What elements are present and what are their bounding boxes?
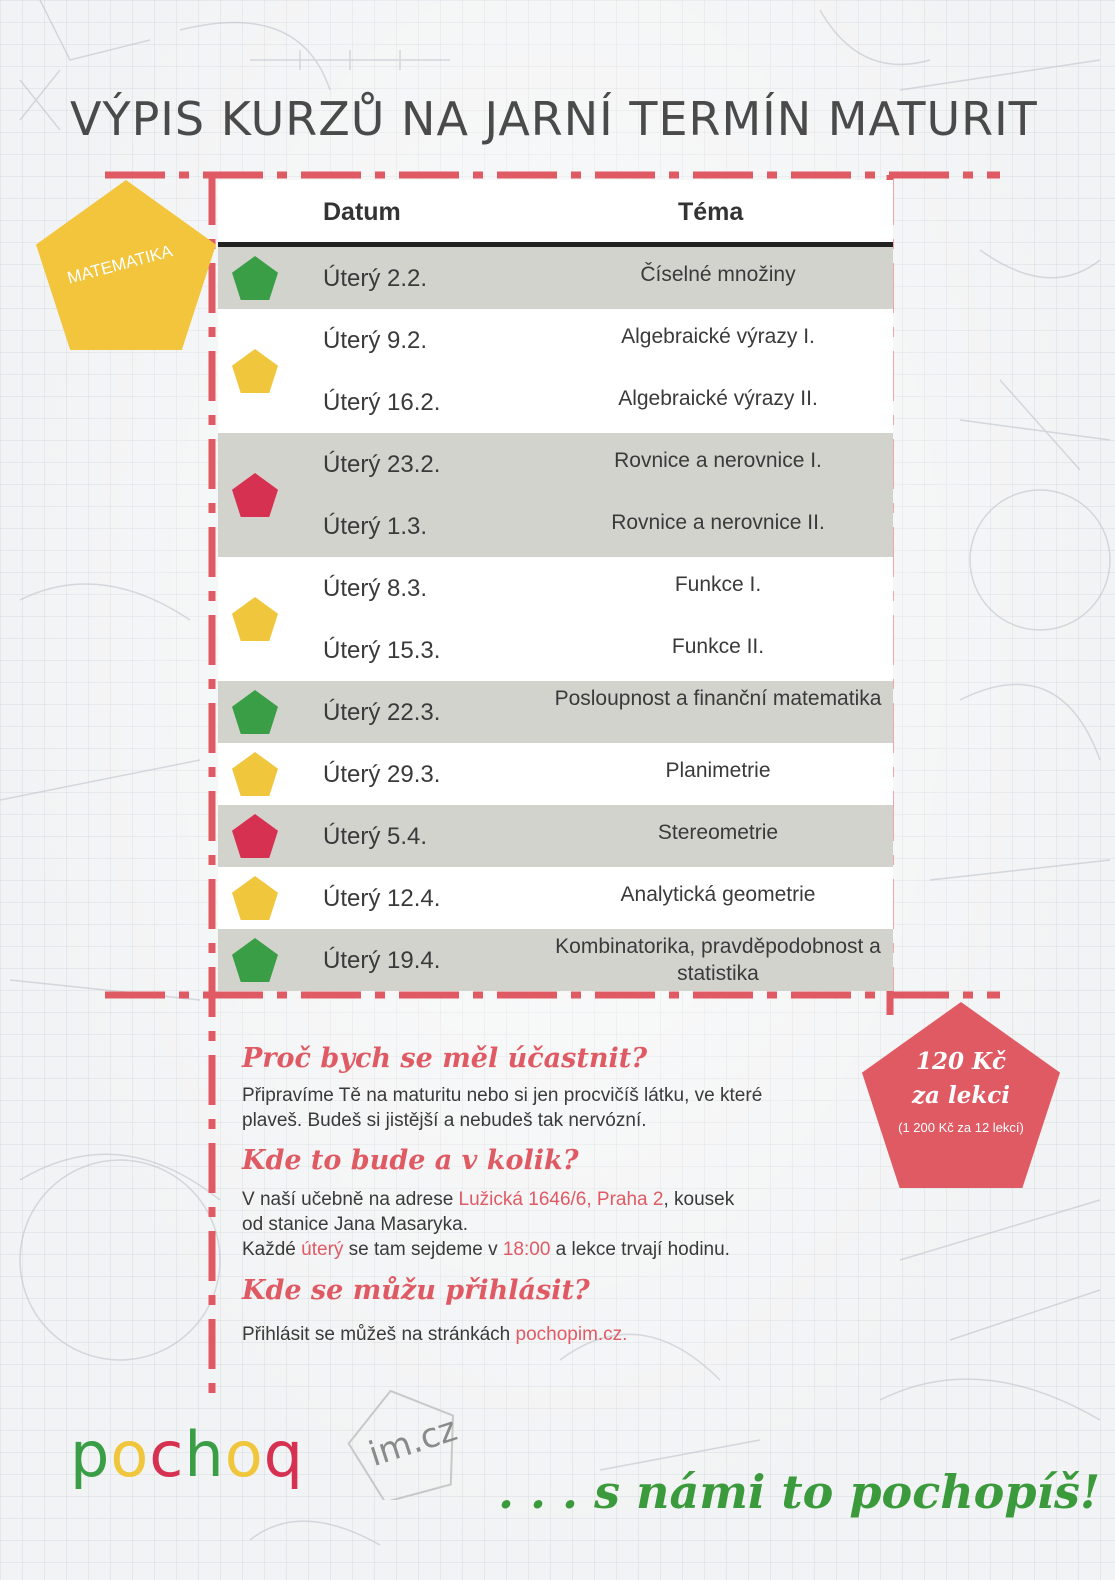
slogan: . . . s námi to pochopíš! [498, 1465, 1101, 1519]
green-pentagon-icon [232, 690, 278, 734]
page-title: VÝPIS KURZŮ NA JARNÍ TERMÍN MATURIT [70, 92, 1038, 146]
table-body [218, 247, 893, 991]
course-topic: Rovnice a nerovnice II. [611, 511, 825, 534]
table-row-group [218, 805, 893, 867]
where-text [242, 1187, 734, 1262]
signup-text: Přihlásit se můžeš na stránkách pochopim.cz. [242, 1324, 628, 1345]
course-topic: Funkce II. [671, 635, 765, 658]
course-topic: Číselné množiny [640, 263, 796, 286]
course-date: Úterý 22.3. [323, 699, 441, 726]
address-highlight: Lužická 1646/6, Praha 2 [458, 1189, 664, 1210]
yellow-pentagon-icon [232, 597, 278, 641]
where-text-line2: od stanice Jana Masaryka. [242, 1214, 469, 1235]
logo-domain: im.cz [364, 1409, 462, 1475]
course-topic: Planimetrie [665, 759, 771, 782]
course-date: Úterý 5.4. [323, 823, 428, 850]
why-text [242, 1083, 762, 1133]
table-row-group [218, 929, 893, 991]
course-table [218, 180, 893, 991]
table-row-group [218, 247, 893, 309]
column-header-topic: Téma [678, 198, 744, 226]
price-unit: za lekci [911, 1082, 1011, 1109]
course-date: Úterý 23.2. [323, 451, 441, 478]
table-row-group [218, 433, 893, 557]
table-row-group [218, 743, 893, 805]
price-amount: 120 Kč [915, 1048, 1006, 1075]
course-topic: Posloupnost a finanční matematika [554, 687, 882, 710]
day-highlight: úterý [301, 1239, 344, 1260]
where-text-line3: Každé úterý se tam sejdeme v 18:00 a lekce trvají hodinu. [242, 1239, 730, 1260]
course-date: Úterý 1.3. [323, 513, 428, 540]
crimson-pentagon-icon [232, 814, 278, 858]
price-note: (1 200 Kč za 12 lekcí) [898, 1120, 1024, 1135]
course-date: Úterý 16.2. [323, 389, 441, 416]
why-text-line2: plaveš. Budeš si jistější a nebudeš tak nervózní. [242, 1110, 647, 1131]
why-heading: Proč bych se měl účastnit? [242, 1043, 648, 1074]
course-date: Úterý 2.2. [323, 265, 428, 292]
course-date: Úterý 19.4. [323, 947, 441, 974]
course-date: Úterý 12.4. [323, 885, 441, 912]
course-date: Úterý 15.3. [323, 637, 441, 664]
signup-heading: Kde se můžu přihlásit? [242, 1275, 590, 1306]
course-topic: Kombinatorika, pravděpodobnost a statistika [555, 935, 881, 985]
table-header [218, 180, 893, 247]
pochopim-logo: pochoq [70, 1418, 304, 1491]
table-row-group [218, 309, 893, 433]
course-topic: Funkce I. [674, 573, 762, 596]
time-highlight: 18:00 [502, 1239, 551, 1260]
yellow-pentagon-icon [232, 349, 278, 393]
course-topic: Algebraické výrazy I. [621, 325, 815, 348]
yellow-pentagon-icon [232, 876, 278, 920]
column-header-date: Datum [323, 198, 401, 226]
course-topic: Stereometrie [657, 821, 779, 844]
table-row-group [218, 557, 893, 681]
table-row-group [218, 681, 893, 743]
course-topic: Analytická geometrie [620, 883, 816, 906]
yellow-pentagon-icon [232, 752, 278, 796]
green-pentagon-icon [232, 938, 278, 982]
where-heading: Kde to bude a v kolik? [242, 1145, 579, 1176]
course-date: Úterý 8.3. [323, 575, 428, 602]
subject-badge-label: MATEMATIKA [65, 241, 175, 288]
where-text-line1: V naší učebně na adrese Lužická 1646/6, Praha 2, kousek [242, 1189, 735, 1210]
course-topic: Rovnice a nerovnice I. [614, 449, 822, 472]
green-pentagon-icon [232, 256, 278, 300]
crimson-pentagon-icon [232, 473, 278, 517]
table-row-group [218, 867, 893, 929]
course-date: Úterý 9.2. [323, 327, 428, 354]
why-text-line1: Připravíme Tě na maturitu nebo si jen procvičíš látku, ve které [242, 1085, 763, 1106]
course-date: Úterý 29.3. [323, 761, 441, 788]
course-topic: Algebraické výrazy II. [618, 387, 818, 410]
signup-link[interactable]: pochopim.cz. [515, 1324, 628, 1345]
